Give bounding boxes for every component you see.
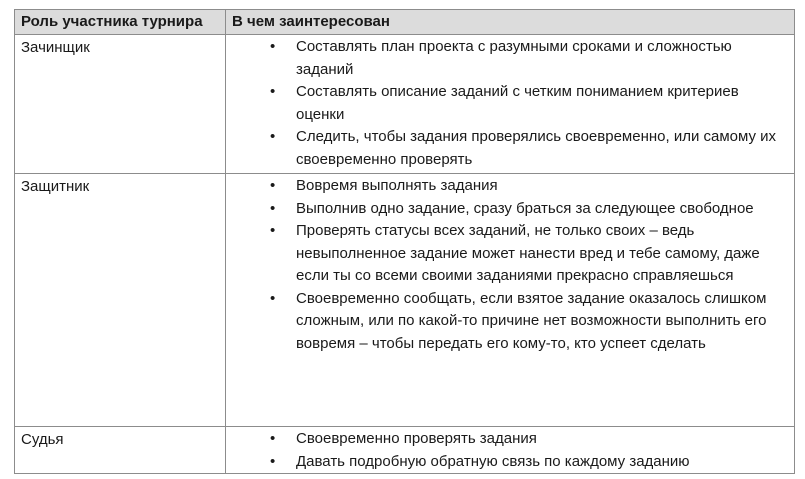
interest-list [232, 36, 788, 171]
role-cell: Судья [15, 427, 226, 474]
bullet-icon: • [270, 430, 276, 447]
table-row [15, 174, 795, 427]
interest-cell [226, 174, 795, 427]
bullet-icon: • [270, 83, 276, 100]
interest-cell [226, 35, 795, 174]
list-item: • Следить, чтобы задания проверялись своевременно, или самому их своевременно проверять [270, 128, 777, 168]
list-item: • Давать подробную обратную связь по каждому заданию [232, 451, 788, 474]
table-header-row [15, 10, 795, 35]
list-item: • Составлять описание заданий с четким пониманием критериев оценки [270, 83, 739, 123]
list-item: • Выполнив одно задание, сразу браться за следующее свободное [232, 198, 788, 221]
role-cell: Зачинщик [15, 35, 226, 174]
bullet-icon: • [270, 199, 276, 217]
bullet-icon: • [270, 128, 276, 145]
bullet-icon: • [270, 222, 276, 239]
list-item: • Составлять план проекта с разумными сроками и сложностью заданий [270, 38, 732, 78]
role-cell: Защитник [15, 174, 226, 427]
bullet-icon: • [270, 38, 276, 55]
interest-list [232, 428, 788, 473]
bullet-icon: • [270, 452, 276, 470]
bullet-icon: • [270, 289, 276, 307]
header-interest: В чем заинтересован [226, 10, 795, 35]
header-role: Роль участника турнира [15, 10, 226, 35]
list-item: • Своевременно проверять задания [232, 428, 788, 451]
table-row [15, 35, 795, 174]
roles-table [14, 9, 795, 474]
list-item: • Проверять статусы всех заданий, не только своих – ведь невыполненное задание может нанести вред и тебе самому, даже если ты со всеми своими заданиями прекрасно справляешься [270, 222, 760, 284]
bullet-icon: • [270, 177, 276, 194]
interest-list [232, 175, 788, 355]
list-item: • Своевременно сообщать, если взятое задание оказалось слишком сложным, или по какой-то причине нет возможности выполнить его вовремя – чтобы передать его кому-то, кто успеет сделать [270, 289, 767, 352]
interest-cell [226, 427, 795, 474]
list-item: • Вовремя выполнять задания [232, 175, 788, 198]
table-row [15, 427, 795, 474]
